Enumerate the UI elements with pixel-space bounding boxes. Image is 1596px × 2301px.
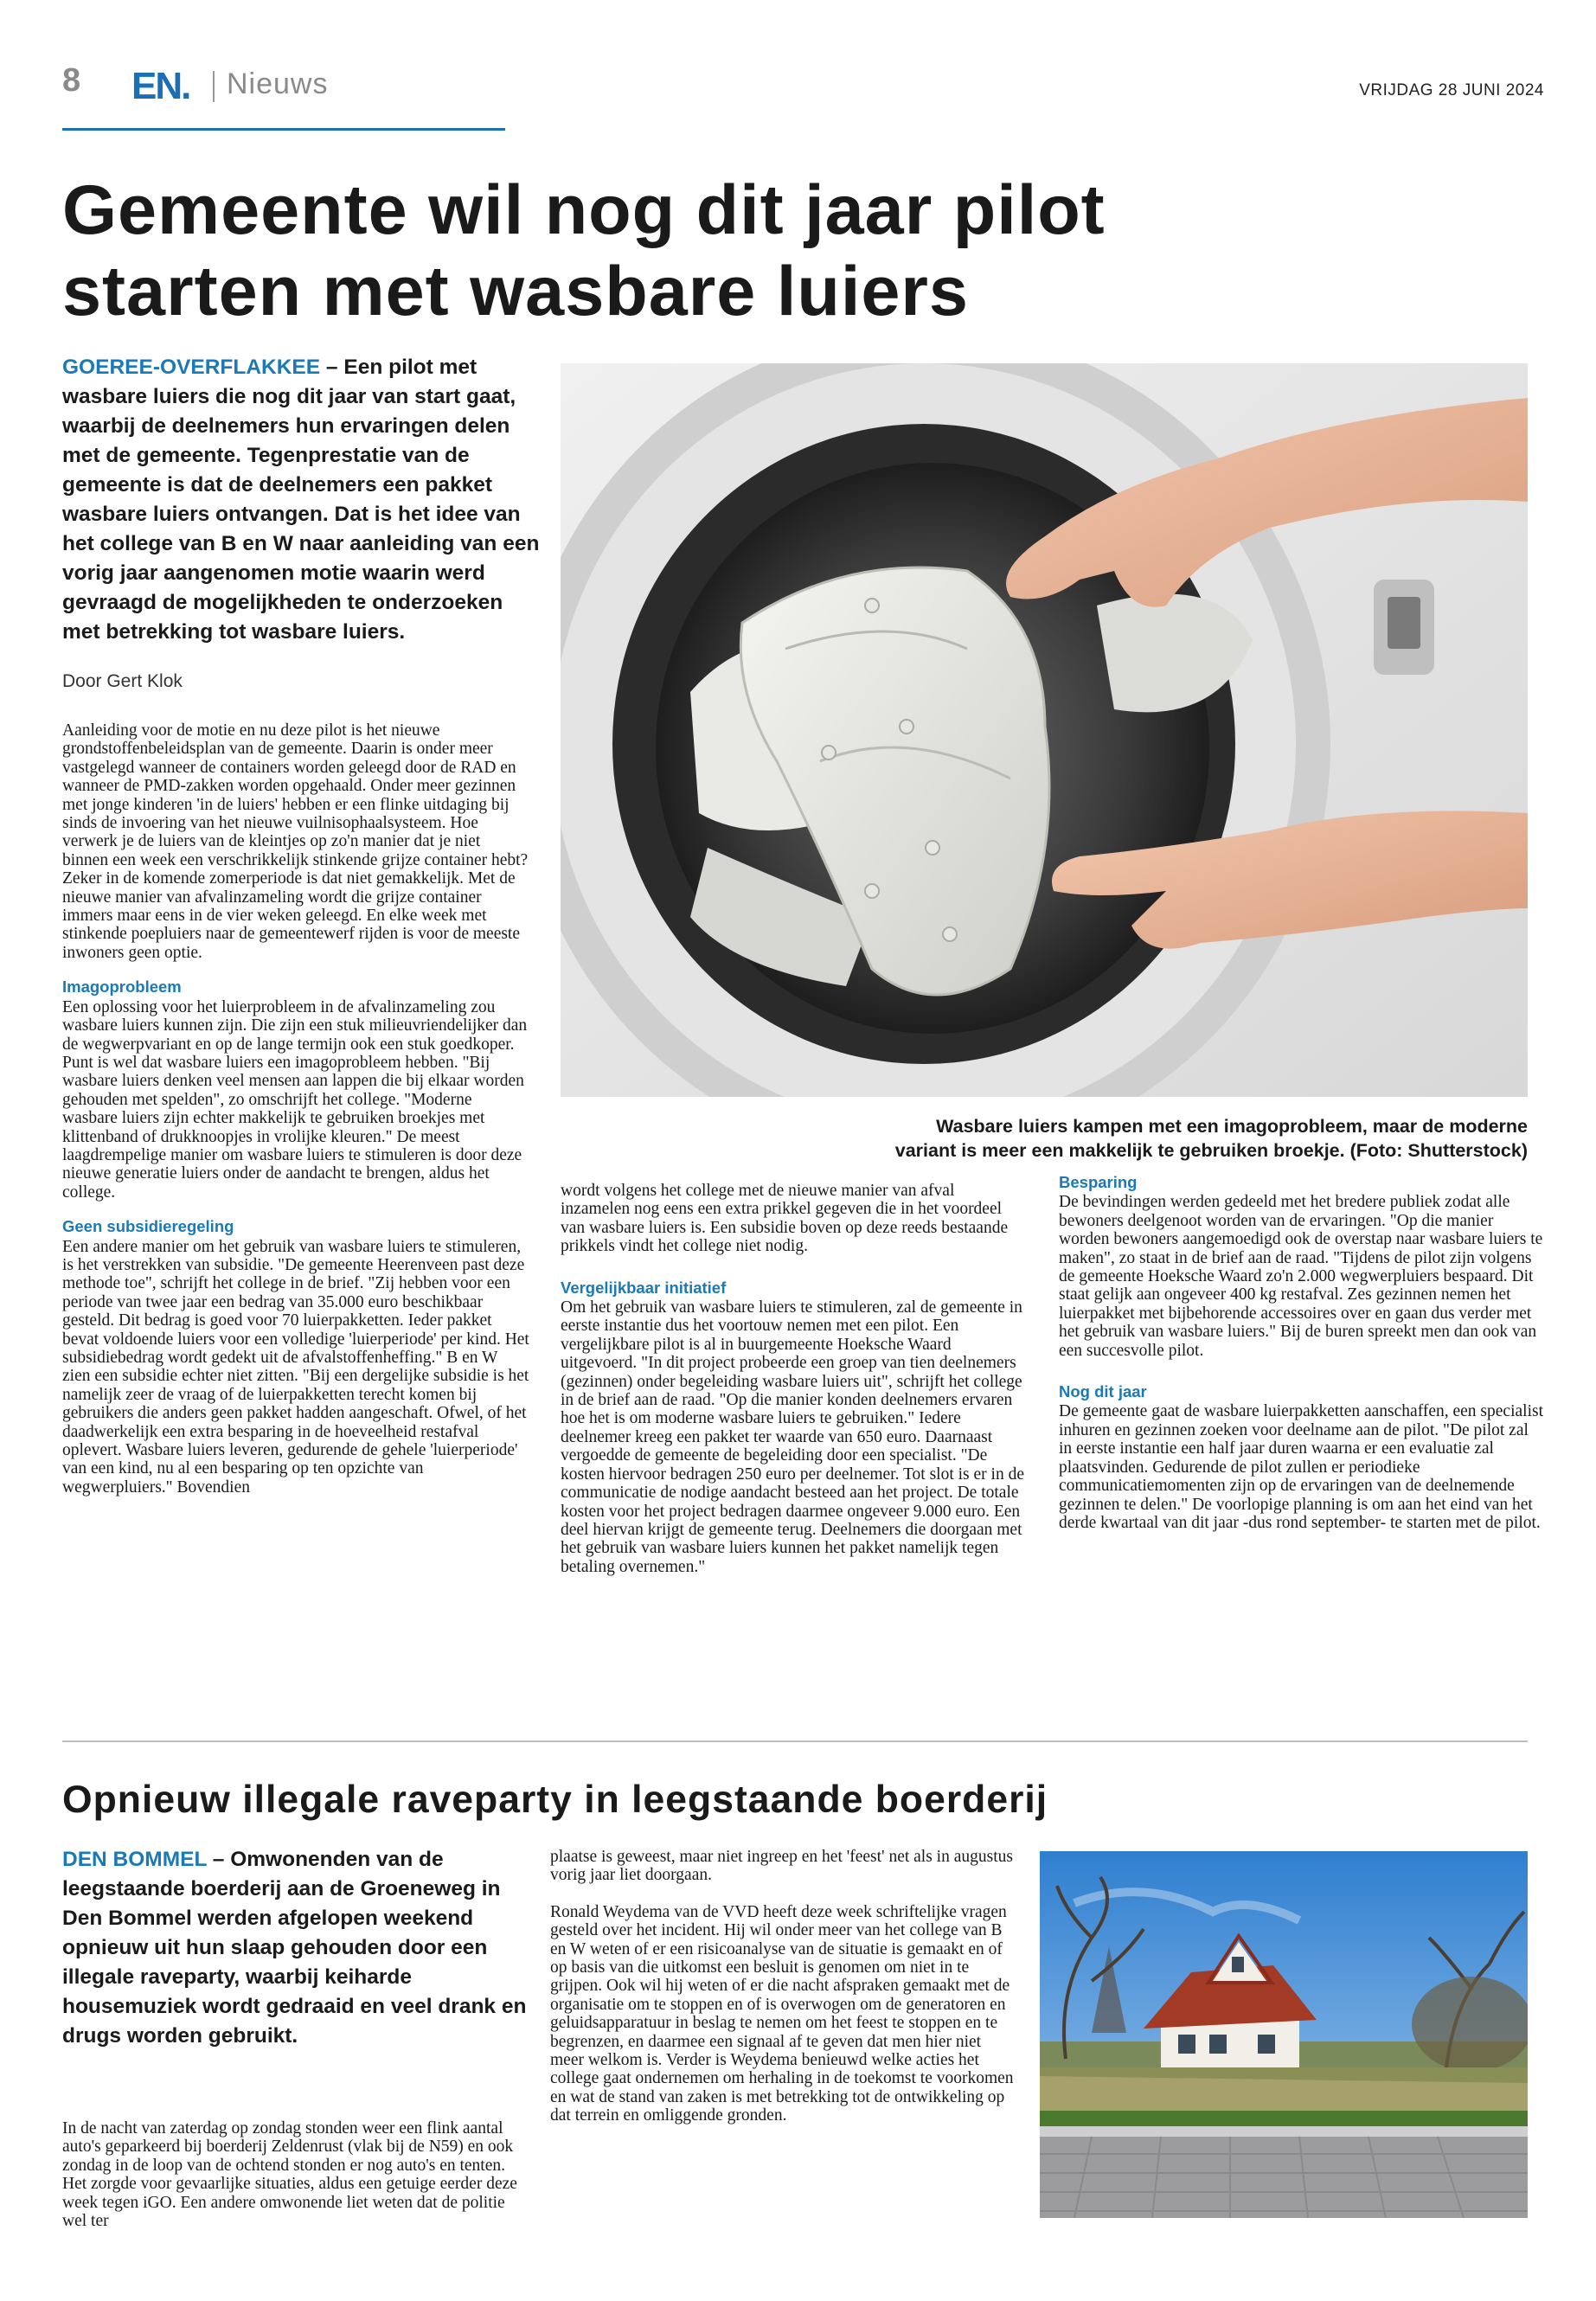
svg-text:EN.: EN. [131, 65, 190, 106]
paragraph: plaatse is geweest, maar niet ingreep en het 'feest' net als in augustus vorig jaar liet doorgaan. [550, 1848, 1013, 1885]
article-lead [62, 353, 540, 647]
subheading: Geen subsidieregeling [62, 1217, 234, 1236]
header-divider [213, 71, 215, 102]
paragraph: De gemeente gaat de wasbare luierpakketten aanschaffen, een specialist inhuren en gezinnen zoeken voor deelname aan de pilot. "De pilot zal in eerste instantie een half jaar duren waarna er een evaluatie zal plaatsvinden. Gedurende de pilot zullen er periodieke communicatiemomenten zijn op de ervaringen van de deelnemende gezinnen te delen." De voorlopige planning is om aan het eind van het derde kwartaal van dit jaar -dus rond september- te starten met de pilot. [1059, 1402, 1543, 1532]
issue-date: VRIJDAG 28 JUNI 2024 [1359, 81, 1544, 99]
page-number: 8 [62, 62, 81, 99]
en-logo-icon [131, 64, 201, 106]
headline-line-2: starten met wasbare luiers [62, 253, 969, 330]
subheading: Imagoprobleem [62, 977, 182, 997]
byline: Door Gert Klok [62, 671, 183, 691]
article-headline [62, 170, 1360, 332]
article-divider [62, 1740, 1528, 1742]
caption-line-1: Wasbare luiers kampen met een imagoprobleem, maar de moderne [936, 1116, 1528, 1137]
farmhouse-photo [1040, 1851, 1528, 2218]
article-column-3 [1059, 1173, 1543, 1532]
paragraph: Om het gebruik van wasbare luiers te stimuleren, zal de gemeente in eerste instantie dus het voortouw nemen met een pilot. Een vergelijkbare pilot is al in buurgemeente Hoeksche Waard uitgevoerd. "In dit project probeerde een groep van tien deelnemers (gezinnen) onder begeleiding wasbare luiers uit", schrijft het college in de brief aan de raad. "Op die manier konden deelnemers ervaren hoe het is om moderne wasbare luiers te gebruiken." Iedere deelnemer kreeg een pakket ter waarde van 650 euro. Daarnaast vergoedde de gemeente de begeleiding door een specialist. "De kosten hiervoor bedragen 250 euro per deelnemer. Tot slot is er in de communicatie de nodige aandacht besteed aan het project. De totale kosten voor het project bedragen daarmee ongeveer 9.000 euro. Een deel hiervan krijgt de gemeente terug. Deelnemers die doorgaan met het gebruik van wasbare luiers kunnen het pakket namelijk tegen betaling overnemen." [561, 1298, 1024, 1576]
paragraph: wordt volgens het college met de nieuwe manier van afval inzamelen nog eens een extra prikkel gegeven die in het voordeel van wasbare luiers is. Een subsidie boven op deze reeds bestaande prikkels vindt het college niet nodig. [561, 1182, 1009, 1256]
paragraph: De bevindingen werden gedeeld met het bredere publiek zodat alle bewoners deelgenoot worden van de ervaringen. "Op die manier worden bewoners aangemoedigd ook de overstap naar wasbare luiers te maken", zo staat in de brief aan de raad. "Tijdens de pilot zijn volgens de gemeente Hoeksche Waard zo'n 2.000 wegwerpluiers bespaard. Dit staat gelijk aan ongeveer 400 kg restafval. Zes gezinnen nemen het luierpakket met bijbehorende accessoires over en gaan dus verder met het gebruik van wasbare luiers." Bij de buren spreekt men dan ook van een succesvolle pilot. [1059, 1193, 1543, 1360]
photo-caption [576, 1114, 1528, 1163]
lead-text: – Een pilot met wasbare luiers die nog dit jaar van start gaat, waarbij de deelnemers hun ervaringen delen met de gemeente. Tegenprestatie van de gemeente is dat de deelnemers een pakket wasbare luiers ontvangen. Dat is het idee van het college van B en W naar aanleiding van een vorig jaar aangenomen motie waarin werd gevraagd de mogelijkheden te onderzoeken met betrekking tot wasbare luiers. [62, 356, 540, 644]
subheading: Vergelijkbaar initiatief [561, 1278, 727, 1297]
paragraph: Ronald Weydema van de VVD heeft deze week schriftelijke vragen gesteld over het incident. Hij wil onder meer van het college van B en W weten of er een risicoanalyse van de situatie is gemaakt en of op basis van die uitkomst een besluit is genomen om niet in te grijpen. Ook wil hij weten of er die nacht afspraken gemaakt met de organisatie om te stoppen en of is overwogen om de generatoren en geluidsapparatuur in beslag te nemen om het feest te stoppen en te begrenzen, en daarmee een signaal af te geven dat men hier niet meer welkom is. Verder is Weydema benieuwd welke acties het college gaat ondernemen om herhaling in de toekomst te voorkomen en wat de stand van zaken is met betrekking tot de ontwikkeling op dat terrein en omliggende gronden. [550, 1902, 1014, 2125]
article-column-1 [62, 721, 529, 1497]
paragraph: In de nacht van zaterdag op zondag stonden weer een flink aantal auto's geparkeerd bij boerderij Zeldenrust (vlak bij de N59) en ook zondag in de loop van de ochtend stonden er nog auto's en tenten. Het zorgde voor gevaarlijke situaties, aldus een getuige eerder deze week tegen iGO. Een andere omwonende liet weten dat de politie wel ter [62, 2119, 517, 2231]
photo-washing-machine [561, 363, 1528, 1097]
paragraph: Een oplossing voor het luierprobleem in de afvalinzameling zou wasbare luiers kunnen zijn. Die zijn een stuk milieuvriendelijker dan de wegwerpvariant en op de lange termijn ook een stuk goedkoper. Punt is wel dat wasbare luiers een imagoprobleem hebben. "Bij wasbare luiers denken veel mensen aan lappen die bij elkaar worden gehouden met spelden", zo omschrijft het college. "Moderne wasbare luiers zijn echter makkelijk te gebruiken broekjes met klittenband of drukknoopjes in vrolijke kleuren." De meest laagdrempelige manier om wasbare luiers te stimuleren is door deze nieuwe generatie luiers onder de aandacht te brengen, aldus het college. [62, 997, 528, 1202]
subheading: Besparing [1059, 1173, 1138, 1191]
headline-line-1: Gemeente wil nog dit jaar pilot [62, 171, 1106, 249]
section-label: Nieuws [227, 67, 329, 100]
caption-line-2: variant is meer een makkelijk te gebruiken broekje. (Foto: Shutterstock) [894, 1140, 1528, 1161]
article-column-2 [550, 1848, 1014, 2125]
article-lead [62, 1845, 540, 2051]
article-column-2 [561, 1182, 1026, 1576]
lead-text: – Omwonenden van de leegstaande boerderij aan de Groeneweg in Den Bommel werden afgelopen weekend opnieuw uit hun slaap gehouden door een illegale raveparty, waarbij keiharde housemuziek wordt gedraaid en veel drank en drugs worden gebruikt. [62, 1848, 527, 2048]
dateline: GOEREE-OVERFLAKKEE [62, 356, 321, 379]
article-headline: Opnieuw illegale raveparty in leegstaande boerderij [62, 1779, 1048, 1821]
paragraph: Een andere manier om het gebruik van wasbare luiers te stimuleren, is het verstrekken van subsidie. "De gemeente Heerenveen past deze methode toe", schrijft het college in de brief. "Zij hebben voor een periode van twee jaar een bedrag van 35.000 euro beschikbaar gesteld. Dit bedrag is goed voor 70 luierpakketten. Ieder pakket bevat voldoende luiers voor een volledige 'luierperiode' per kind. Het subsidiebedrag wordt gedekt uit de afvalstoffenheffing." B en W zien een subsidie echter niet zitten. "Bij een dergelijke subsidie is het namelijk zeer de vraag of de luierpakketten terecht komen bij gebruikers die anders geen pakket hadden aangeschaft. Ofwel, of het daadwerkelijk een extra besparing in de hoeveelheid restafval oplevert. Wasbare luiers leveren, gedurende de gehele 'luierperiode' van een kind, nu al een besparing op ten opzichte van wegwerpluiers." Bovendien [62, 1237, 529, 1497]
header-rule [62, 128, 505, 131]
paragraph: Aanleiding voor de motie en nu deze pilot is het nieuwe grondstoffenbeleidsplan van de gemeente. Daarin is onder meer vastgelegd wanneer de containers worden geleegd door de RAD en wanneer de PMD-zakken worden opgehaald. Onder meer gezinnen met jonge kinderen 'in de luiers' hebben er een flinke uitdaging bij sinds de invoering van het nieuwe vuilnisophaalsysteem. Hoe verwerk je de luiers van de kleintjes op zo'n manier dat je niet binnen een week een verschrikkelijk stinkende grijze container hebt? Zeker in de komende zomerperiode is dat niet gemakkelijk. Met de nieuwe manier van afvalinzameling wordt die grijze container immers maar eens in de vier weken geleegd. En elke week met stinkende poepluiers naar de gemeentewerf rijden is voor de meeste inwoners geen optie. [62, 721, 529, 962]
washing-machine-photo [561, 363, 1528, 1097]
dateline: DEN BOMMEL [62, 1848, 207, 1871]
article-column-1 [62, 2119, 529, 2230]
subheading: Nog dit jaar [1059, 1382, 1147, 1401]
photo-farmhouse [1040, 1851, 1528, 2218]
